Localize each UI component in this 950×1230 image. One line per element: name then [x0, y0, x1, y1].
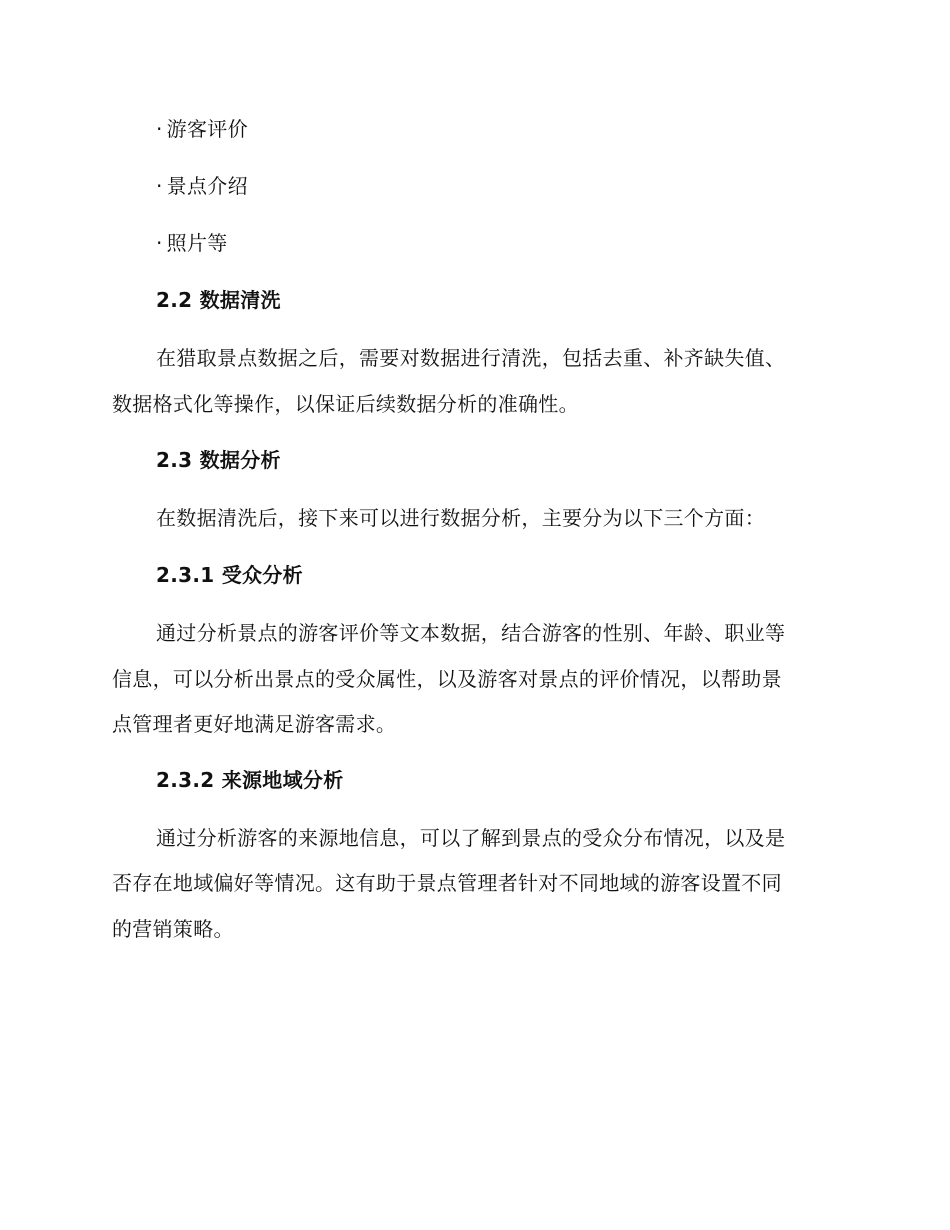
section-heading-2-3: 2.3 数据分析	[156, 448, 281, 472]
paragraph-line: 信息，可以分析出景点的受众属性，以及游客对景点的评价情况，以帮助景	[112, 667, 782, 691]
paragraph-line: 通过分析景点的游客评价等文本数据，结合游客的性别、年龄、职业等	[156, 621, 786, 645]
list-item-text: 游客评价	[166, 117, 248, 141]
paragraph-line: 在数据清洗后，接下来可以进行数据分析，主要分为以下三个方面：	[156, 506, 765, 530]
list-item	[156, 174, 248, 198]
list-item-text: 景点介绍	[166, 174, 248, 198]
section-heading-2-3-2: 2.3.2 来源地域分析	[156, 768, 344, 792]
paragraph-line: 否存在地域偏好等情况。这有助于景点管理者针对不同地域的游客设置不同	[112, 871, 782, 895]
paragraph-line: 在猎取景点数据之后，需要对数据进行清洗，包括去重、补齐缺失值、	[156, 346, 786, 370]
list-item	[156, 231, 228, 255]
section-heading-2-3-1: 2.3.1 受众分析	[156, 563, 303, 587]
paragraph-line: 的营销策略。	[112, 917, 234, 941]
list-item	[156, 117, 248, 141]
paragraph-line: 数据格式化等操作，以保证后续数据分析的准确性。	[112, 392, 579, 416]
bullet-marker: ·	[156, 117, 163, 141]
bullet-marker: ·	[156, 174, 163, 198]
paragraph-line: 通过分析游客的来源地信息，可以了解到景点的受众分布情况，以及是	[156, 826, 786, 850]
section-heading-2-2: 2.2 数据清洗	[156, 288, 281, 312]
list-item-text: 照片等	[166, 231, 228, 255]
bullet-marker: ·	[156, 231, 163, 255]
paragraph-line: 点管理者更好地满足游客需求。	[112, 712, 397, 736]
